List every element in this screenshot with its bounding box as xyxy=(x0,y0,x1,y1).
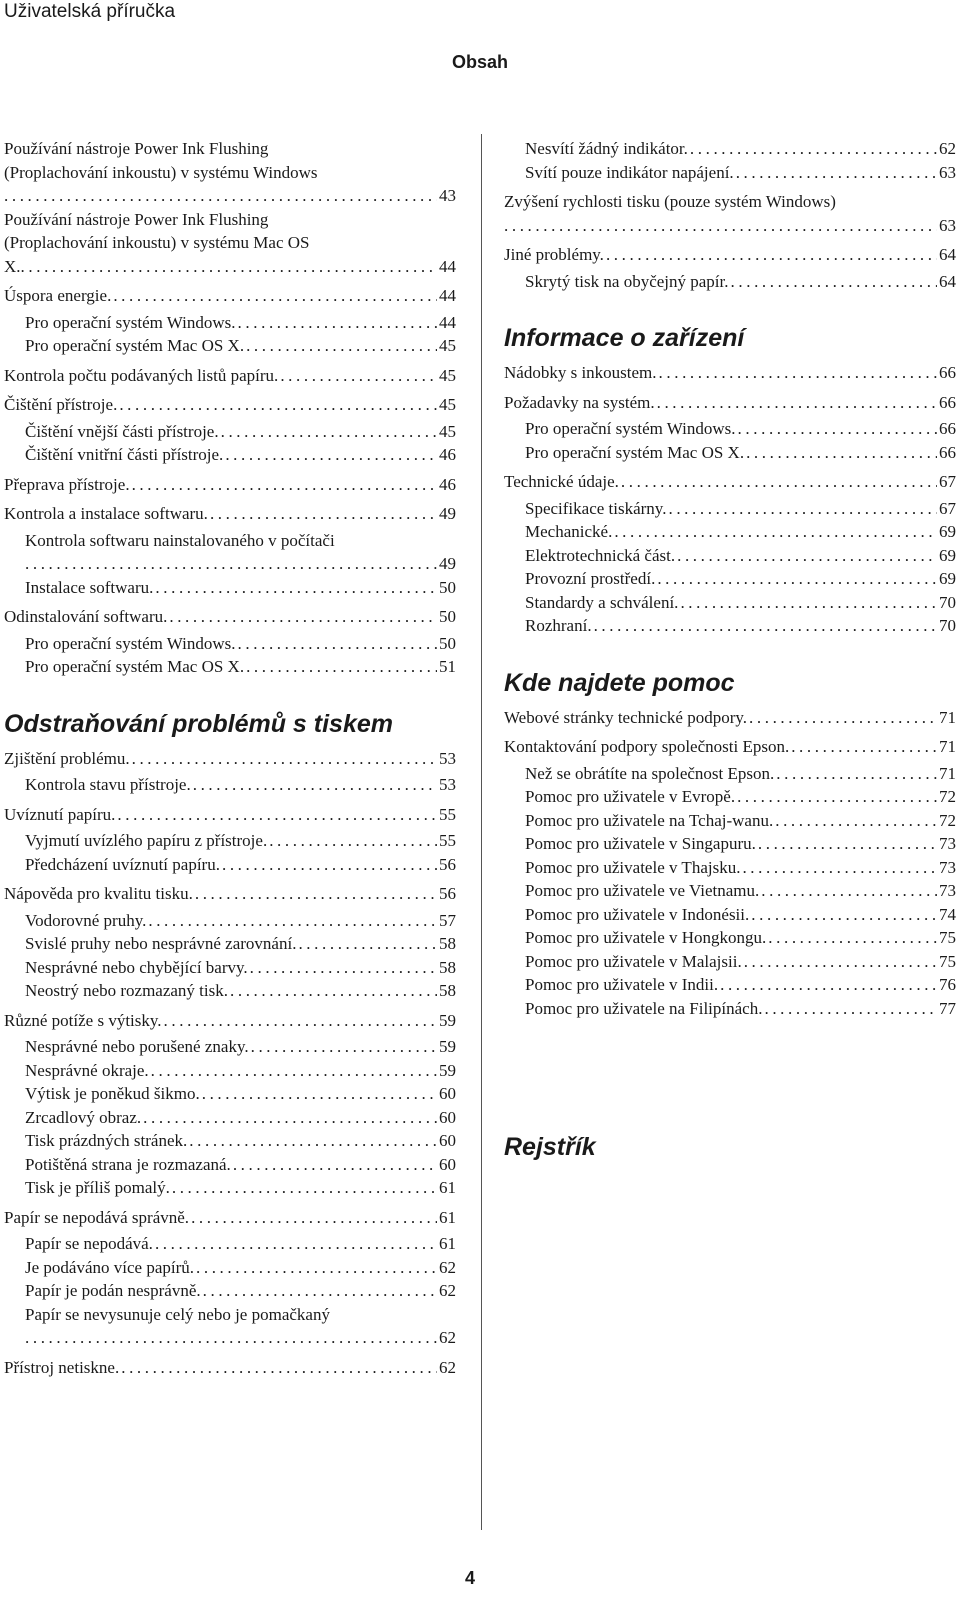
toc-entry-page: 45 xyxy=(439,395,456,414)
toc-entry-label: Pomoc pro uživatele na Tchaj-wanu. xyxy=(525,810,774,830)
toc-entry-page: 73 xyxy=(939,834,956,853)
toc-entry-page: 69 xyxy=(939,545,956,565)
toc-entry-page: 62 xyxy=(439,1328,456,1347)
toc-entry-label: Mechanické. xyxy=(525,522,613,541)
leader-dots xyxy=(225,443,437,467)
toc-entry-page: 44 xyxy=(439,286,456,305)
toc-entry[interactable] xyxy=(4,1206,456,1230)
toc-entry[interactable] xyxy=(4,311,456,335)
leader-dots xyxy=(155,576,437,600)
leader-dots xyxy=(657,391,937,415)
toc-entry-page: 60 xyxy=(439,1154,456,1174)
toc-entry[interactable] xyxy=(4,1129,456,1153)
toc-entry-page: 70 xyxy=(939,592,956,612)
toc-entry-label: (Proplachování inkoustu) v systému Windows xyxy=(4,162,318,182)
leader-dots xyxy=(738,417,937,441)
leader-dots xyxy=(690,137,937,161)
toc-entry[interactable] xyxy=(4,1106,456,1130)
toc-entry[interactable] xyxy=(504,361,956,385)
toc-entry[interactable] xyxy=(4,1059,456,1083)
leader-dots xyxy=(230,979,437,1003)
leader-dots xyxy=(744,950,937,974)
toc-entry-page: 61 xyxy=(439,1234,456,1253)
toc-entry[interactable] xyxy=(4,803,456,827)
toc-entry-page: 53 xyxy=(439,748,456,768)
toc-entry-label: Vodorovné pruhy. xyxy=(25,910,147,930)
toc-entry-label: Čištění vnější části přístroje. xyxy=(25,421,219,441)
toc-entry[interactable] xyxy=(4,605,456,629)
leader-dots xyxy=(222,853,437,877)
toc-entry[interactable] xyxy=(504,470,956,494)
toc-entry-page: 73 xyxy=(939,881,956,900)
toc-entry[interactable] xyxy=(4,364,456,388)
toc-entry[interactable] xyxy=(504,973,956,997)
toc-entry-page: 46 xyxy=(439,474,456,494)
toc-entry[interactable] xyxy=(4,576,456,600)
toc-entry-page: 77 xyxy=(939,998,956,1018)
toc-entry[interactable] xyxy=(4,853,456,877)
toc-entry[interactable] xyxy=(504,785,956,809)
leader-dots xyxy=(677,544,937,568)
toc-entry[interactable] xyxy=(4,137,456,208)
toc-entry-page: 44 xyxy=(439,256,456,276)
leader-dots xyxy=(193,773,437,797)
toc-entry-page: 50 xyxy=(439,607,456,626)
toc-entry-label: Pomoc pro uživatele ve Vietnamu. xyxy=(525,881,760,900)
toc-entry-label: Než se obrátíte na společnost Epson. xyxy=(525,763,775,783)
leader-dots xyxy=(191,1206,437,1230)
toc-entry-page: 75 xyxy=(939,928,956,947)
leader-dots xyxy=(791,735,937,759)
toc-entry[interactable] xyxy=(504,161,956,185)
toc-entry-page: 61 xyxy=(439,1178,456,1197)
toc-entry-label: Standardy a schválení. xyxy=(525,592,679,612)
toc-entry-page: 70 xyxy=(939,616,956,635)
toc-entry[interactable] xyxy=(4,502,456,526)
leader-dots xyxy=(659,361,937,385)
leader-dots xyxy=(720,973,937,997)
toc-entry-label: X. xyxy=(4,256,21,276)
chapter-heading[interactable]: Kde najdete pomoc xyxy=(504,668,735,697)
toc-entry[interactable] xyxy=(4,208,456,279)
toc-entry-label: Potištěná strana je rozmazaná. xyxy=(25,1154,231,1174)
toc-entry[interactable] xyxy=(4,1303,456,1350)
leader-dots xyxy=(246,655,437,679)
leader-dots xyxy=(196,1256,437,1280)
leader-dots xyxy=(657,567,937,591)
toc-entry-label: Papír se nepodává správně. xyxy=(4,1207,190,1227)
leader-dots xyxy=(238,632,437,656)
leader-dots xyxy=(202,1082,437,1106)
toc-entry-label: Pomoc pro uživatele v Malajsii. xyxy=(525,951,742,971)
toc-entry-page: 71 xyxy=(939,737,956,756)
leader-dots xyxy=(4,184,437,208)
toc-right-column xyxy=(504,137,956,1170)
toc-entry[interactable] xyxy=(504,926,956,950)
leader-dots xyxy=(280,364,437,388)
leader-dots xyxy=(117,803,437,827)
leader-dots xyxy=(121,1356,437,1380)
toc-entry[interactable] xyxy=(4,420,456,444)
toc-entry[interactable] xyxy=(4,1153,456,1177)
toc-entry-label: Rozhraní. xyxy=(525,616,592,635)
leader-dots xyxy=(251,1035,437,1059)
toc-entry-page: 71 xyxy=(939,707,956,727)
toc-entry-page: 59 xyxy=(439,1010,456,1030)
toc-entry-page: 66 xyxy=(939,419,956,438)
toc-entry-label: Nápověda pro kvalitu tisku. xyxy=(4,884,193,903)
toc-entry-label: Nesprávné nebo chybějící barvy. xyxy=(25,957,248,977)
leader-dots xyxy=(606,243,937,267)
toc-entry-page: 72 xyxy=(939,810,956,830)
toc-entry[interactable] xyxy=(4,773,456,797)
toc-entry-page: 55 xyxy=(439,804,456,824)
toc-entry[interactable] xyxy=(4,529,456,576)
toc-entry-page: 62 xyxy=(939,139,956,158)
toc-entry-page: 45 xyxy=(439,336,456,355)
leader-dots xyxy=(155,1232,437,1256)
toc-entry[interactable] xyxy=(504,706,956,730)
toc-entry-label: Pro operační systém Mac OS X. xyxy=(525,442,745,462)
toc-entry[interactable] xyxy=(504,591,956,615)
toc-entry-label: Kontrola softwaru nainstalovaného v počítači xyxy=(25,530,335,550)
toc-entry-page: 49 xyxy=(439,504,456,523)
toc-entry-label: Tisk je příliš pomalý. xyxy=(25,1178,170,1197)
toc-left-column xyxy=(4,137,456,1379)
toc-entry-label: Vyjmutí uvízlého papíru z přístroje. xyxy=(25,831,268,850)
leader-dots xyxy=(736,161,937,185)
leader-dots xyxy=(113,284,437,308)
column-divider xyxy=(481,134,482,1530)
leader-dots xyxy=(246,334,437,358)
toc-entry-label: Svítí pouze indikátor napájení. xyxy=(525,162,734,182)
leader-dots xyxy=(594,614,937,638)
toc-entry-label: Požadavky na systém. xyxy=(504,392,655,412)
toc-entry-page: 72 xyxy=(939,787,956,806)
toc-entry-label: Pro operační systém Windows. xyxy=(25,312,236,332)
toc-entry-page: 56 xyxy=(439,884,456,903)
toc-entry-label: Jiné problémy. xyxy=(504,245,604,264)
toc-entry-page: 60 xyxy=(439,1084,456,1103)
toc-entry-label: Papír je podán nesprávně. xyxy=(25,1281,201,1300)
leader-dots xyxy=(119,393,437,417)
toc-entry[interactable] xyxy=(4,284,456,308)
toc-entry[interactable] xyxy=(4,473,456,497)
toc-entry-label: Nádobky s inkoustem. xyxy=(504,363,657,382)
toc-entry-label: Uvíznutí papíru. xyxy=(4,804,116,824)
toc-entry-label: Pomoc pro uživatele v Indonésii. xyxy=(525,904,750,924)
toc-entry-page: 45 xyxy=(439,365,456,385)
leader-dots xyxy=(768,926,937,950)
toc-entry[interactable] xyxy=(504,417,956,441)
leader-dots xyxy=(148,909,437,933)
toc-entry-label: Kontrola a instalace softwaru. xyxy=(4,504,208,523)
toc-entry[interactable] xyxy=(4,655,456,679)
toc-entry-label: Kontrola stavu přístroje. xyxy=(25,775,191,794)
leader-dots xyxy=(169,605,437,629)
toc-entry[interactable] xyxy=(504,243,956,267)
toc-entry-page: 67 xyxy=(939,472,956,491)
toc-entry-label: Pro operační systém Mac OS X. xyxy=(25,336,245,355)
leader-dots xyxy=(621,470,937,494)
toc-entry-label: Neostrý nebo rozmazaný tisk. xyxy=(25,981,228,1000)
leader-dots xyxy=(764,997,937,1021)
toc-entry-page: 44 xyxy=(439,312,456,332)
leader-dots xyxy=(751,903,937,927)
toc-entry-label: Pomoc pro uživatele v Evropě. xyxy=(525,787,736,806)
toc-entry-label: Přístroj netiskne. xyxy=(4,1357,120,1377)
toc-entry[interactable] xyxy=(504,809,956,833)
leader-dots xyxy=(668,497,937,521)
toc-entry[interactable] xyxy=(504,614,956,638)
toc-entry-label: Pomoc pro uživatele v Indii. xyxy=(525,975,719,994)
toc-entry-label: Pro operační systém Windows. xyxy=(25,633,236,653)
toc-entry-page: 74 xyxy=(939,904,956,924)
chapter-heading[interactable]: Rejstřík xyxy=(504,1133,596,1161)
toc-entry-label: Provozní prostředí. xyxy=(525,569,656,588)
leader-dots xyxy=(680,591,937,615)
leader-dots xyxy=(749,706,937,730)
leader-dots xyxy=(164,1009,437,1033)
leader-dots xyxy=(189,1129,437,1153)
leader-dots xyxy=(758,832,937,856)
leader-dots xyxy=(250,956,437,980)
toc-entry-label: Tisk prázdných stránek. xyxy=(25,1131,188,1150)
leader-dots xyxy=(742,856,937,880)
toc-entry-page: 76 xyxy=(939,975,956,994)
toc-entry-label: Nesvítí žádný indikátor. xyxy=(525,139,688,158)
leader-dots xyxy=(776,762,937,786)
toc-entry[interactable] xyxy=(4,829,456,853)
toc-entry[interactable] xyxy=(4,979,456,1003)
toc-entry[interactable] xyxy=(4,956,456,980)
leader-dots xyxy=(614,520,937,544)
toc-entry-label: Nesprávné okraje. xyxy=(25,1060,149,1080)
toc-entry-label: Pomoc pro uživatele na Filipínách. xyxy=(525,998,763,1018)
toc-entry[interactable] xyxy=(504,137,956,161)
toc-entry-label: Pro operační systém Mac OS X. xyxy=(25,657,245,676)
toc-entry-page: 50 xyxy=(439,577,456,597)
leader-dots xyxy=(238,311,437,335)
toc-entry-page: 66 xyxy=(939,442,956,462)
toc-entry[interactable] xyxy=(504,903,956,927)
toc-entry-label: Čištění přístroje. xyxy=(4,395,118,414)
leader-dots xyxy=(151,1059,437,1083)
toc-entry[interactable] xyxy=(4,1009,456,1033)
leader-dots xyxy=(775,809,937,833)
toc-entry[interactable] xyxy=(4,1082,456,1106)
toc-entry-page: 71 xyxy=(939,763,956,783)
toc-entry[interactable] xyxy=(504,391,956,415)
toc-entry-page: 61 xyxy=(439,1207,456,1227)
toc-entry-label: Svislé pruhy nebo nesprávné zarovnání. xyxy=(25,934,297,953)
toc-entry-label: Různé potíže s výtisky. xyxy=(4,1010,162,1030)
leader-dots xyxy=(132,747,437,771)
toc-entry-page: 69 xyxy=(939,569,956,588)
toc-entry-page: 49 xyxy=(439,554,456,573)
toc-entry-label: Pro operační systém Windows. xyxy=(525,419,736,438)
page-number: 4 xyxy=(464,1568,475,1588)
toc-entry-page: 50 xyxy=(439,633,456,653)
toc-entry-label: Odinstalování softwaru. xyxy=(4,607,168,626)
leader-dots xyxy=(203,1279,437,1303)
leader-dots xyxy=(761,879,937,903)
toc-entry[interactable] xyxy=(4,932,456,956)
leader-dots xyxy=(132,473,437,497)
toc-entry-page: 51 xyxy=(439,657,456,676)
leader-dots xyxy=(737,785,937,809)
leader-dots xyxy=(731,270,937,294)
toc-entry[interactable] xyxy=(504,879,956,903)
toc-entry[interactable] xyxy=(4,1279,456,1303)
leader-dots xyxy=(143,1106,437,1130)
toc-entry-label: Pomoc pro uživatele v Singapuru. xyxy=(525,834,756,853)
toc-entry-page: 64 xyxy=(939,271,956,291)
toc-entry-label: Výtisk je poněkud šikmo. xyxy=(25,1084,200,1103)
toc-entry-page: 62 xyxy=(439,1357,456,1377)
leader-dots xyxy=(269,829,437,853)
toc-entry[interactable] xyxy=(504,520,956,544)
toc-entry-page: 73 xyxy=(939,857,956,877)
toc-entry[interactable] xyxy=(504,950,956,974)
toc-entry-page: 45 xyxy=(439,421,456,441)
toc-entry-label: Nesprávné nebo porušené znaky. xyxy=(25,1037,249,1056)
toc-entry-page: 56 xyxy=(439,854,456,874)
toc-entry-label: Kontrola počtu podávaných listů papíru. xyxy=(4,365,279,385)
toc-entry[interactable] xyxy=(504,497,956,521)
toc-entry[interactable] xyxy=(504,832,956,856)
toc-entry-page: 62 xyxy=(439,1281,456,1300)
toc-entry-page: 60 xyxy=(439,1131,456,1150)
toc-entry-label: (Proplachování inkoustu) v systému Mac OS xyxy=(4,233,310,252)
toc-entry-page: 46 xyxy=(439,445,456,464)
leader-dots xyxy=(172,1176,437,1200)
chapter-heading[interactable]: Informace o zařízení xyxy=(504,324,745,352)
toc-entry-page: 59 xyxy=(439,1060,456,1080)
toc-entry-label: Skrytý tisk na obyčejný papír. xyxy=(525,271,729,291)
toc-entry-label: Čištění vnitřní části přístroje. xyxy=(25,445,224,464)
chapter-heading[interactable]: Odstraňování problémů s tiskem xyxy=(4,709,393,738)
toc-entry-label: Instalace softwaru. xyxy=(25,577,154,597)
toc-entry-page: 55 xyxy=(439,831,456,850)
toc-entry-label: Specifikace tiskárny. xyxy=(525,498,667,518)
toc-entry-label: Papír se nepodává. xyxy=(25,1234,153,1253)
toc-entry-page: 59 xyxy=(439,1037,456,1056)
toc-entry-page: 58 xyxy=(439,957,456,977)
toc-entry-page: 63 xyxy=(939,215,956,235)
toc-entry-page: 67 xyxy=(939,498,956,518)
leader-dots xyxy=(746,441,937,465)
toc-entry-label: Přeprava přístroje. xyxy=(4,474,130,494)
toc-entry-label: Zvýšení rychlosti tisku (pouze systém Windows) xyxy=(504,192,836,211)
toc-entry-page: 75 xyxy=(939,951,956,971)
toc-entry-label: Pomoc pro uživatele v Thajsku. xyxy=(525,857,741,877)
toc-entry[interactable] xyxy=(4,1256,456,1280)
toc-entry-label: Zjištění problému. xyxy=(4,748,130,768)
toc-entry-page: 58 xyxy=(439,981,456,1000)
toc-entry-page: 66 xyxy=(939,392,956,412)
toc-entry[interactable] xyxy=(4,393,456,417)
toc-entry[interactable] xyxy=(4,1232,456,1256)
toc-entry-page: 57 xyxy=(439,910,456,930)
document-title: Uživatelská příručka xyxy=(4,1,176,22)
toc-entry-page: 62 xyxy=(439,1257,456,1277)
toc-entry[interactable] xyxy=(504,997,956,1021)
leader-dots xyxy=(504,214,937,238)
toc-entry[interactable] xyxy=(504,441,956,465)
toc-entry[interactable] xyxy=(4,747,456,771)
toc-entry[interactable] xyxy=(504,735,956,759)
toc-entry-page: 64 xyxy=(939,245,956,264)
toc-entry[interactable] xyxy=(504,270,956,294)
toc-entry-label: Pomoc pro uživatele v Hongkongu. xyxy=(525,928,767,947)
toc-entry-label: Technické údaje. xyxy=(504,472,619,491)
toc-entry[interactable] xyxy=(4,1176,456,1200)
toc-entry-label: Elektrotechnická část. xyxy=(525,545,676,565)
toc-entry[interactable] xyxy=(4,882,456,906)
toc-entry[interactable] xyxy=(4,443,456,467)
toc-entry-label: Papír se nevysunuje celý nebo je pomačkaný xyxy=(25,1304,330,1324)
toc-entry-label: Kontaktování podpory společnosti Epson. xyxy=(504,737,790,756)
toc-entry[interactable] xyxy=(504,544,956,568)
toc-entry-label: Předcházení uvíznutí papíru. xyxy=(25,854,220,874)
toc-entry-page: 60 xyxy=(439,1107,456,1127)
toc-entry[interactable] xyxy=(4,1035,456,1059)
leader-dots xyxy=(195,882,437,906)
toc-entry-page: 63 xyxy=(939,162,956,182)
toc-entry-label: Úspora energie. xyxy=(4,286,112,305)
toc-entry[interactable] xyxy=(4,909,456,933)
toc-entry[interactable] xyxy=(4,632,456,656)
leader-dots xyxy=(233,1153,437,1177)
toc-entry-page: 53 xyxy=(439,775,456,794)
toc-entry[interactable] xyxy=(504,856,956,880)
toc-entry-page: 43 xyxy=(439,186,456,205)
leader-dots xyxy=(25,1326,437,1350)
toc-entry[interactable] xyxy=(504,567,956,591)
section-title: Obsah xyxy=(451,52,508,72)
toc-entry[interactable] xyxy=(4,1356,456,1380)
leader-dots xyxy=(210,502,437,526)
leader-dots xyxy=(298,932,437,956)
toc-entry[interactable] xyxy=(4,334,456,358)
toc-entry-page: 69 xyxy=(939,522,956,541)
toc-entry-label: Je podáváno více papírů. xyxy=(25,1257,194,1277)
leader-dots xyxy=(25,552,437,576)
toc-entry-label: Zrcadlový obraz. xyxy=(25,1107,142,1127)
toc-entry-page: 58 xyxy=(439,934,456,953)
toc-entry-page: 66 xyxy=(939,363,956,382)
leader-dots xyxy=(221,420,437,444)
toc-entry-label: Používání nástroje Power Ink Flushing xyxy=(4,139,269,158)
toc-entry-label: Webové stránky technické podpory. xyxy=(504,707,748,727)
toc-entry-label: Používání nástroje Power Ink Flushing xyxy=(4,209,269,229)
toc-entry[interactable] xyxy=(504,190,956,237)
toc-entry[interactable] xyxy=(504,762,956,786)
leader-dots xyxy=(21,255,437,279)
